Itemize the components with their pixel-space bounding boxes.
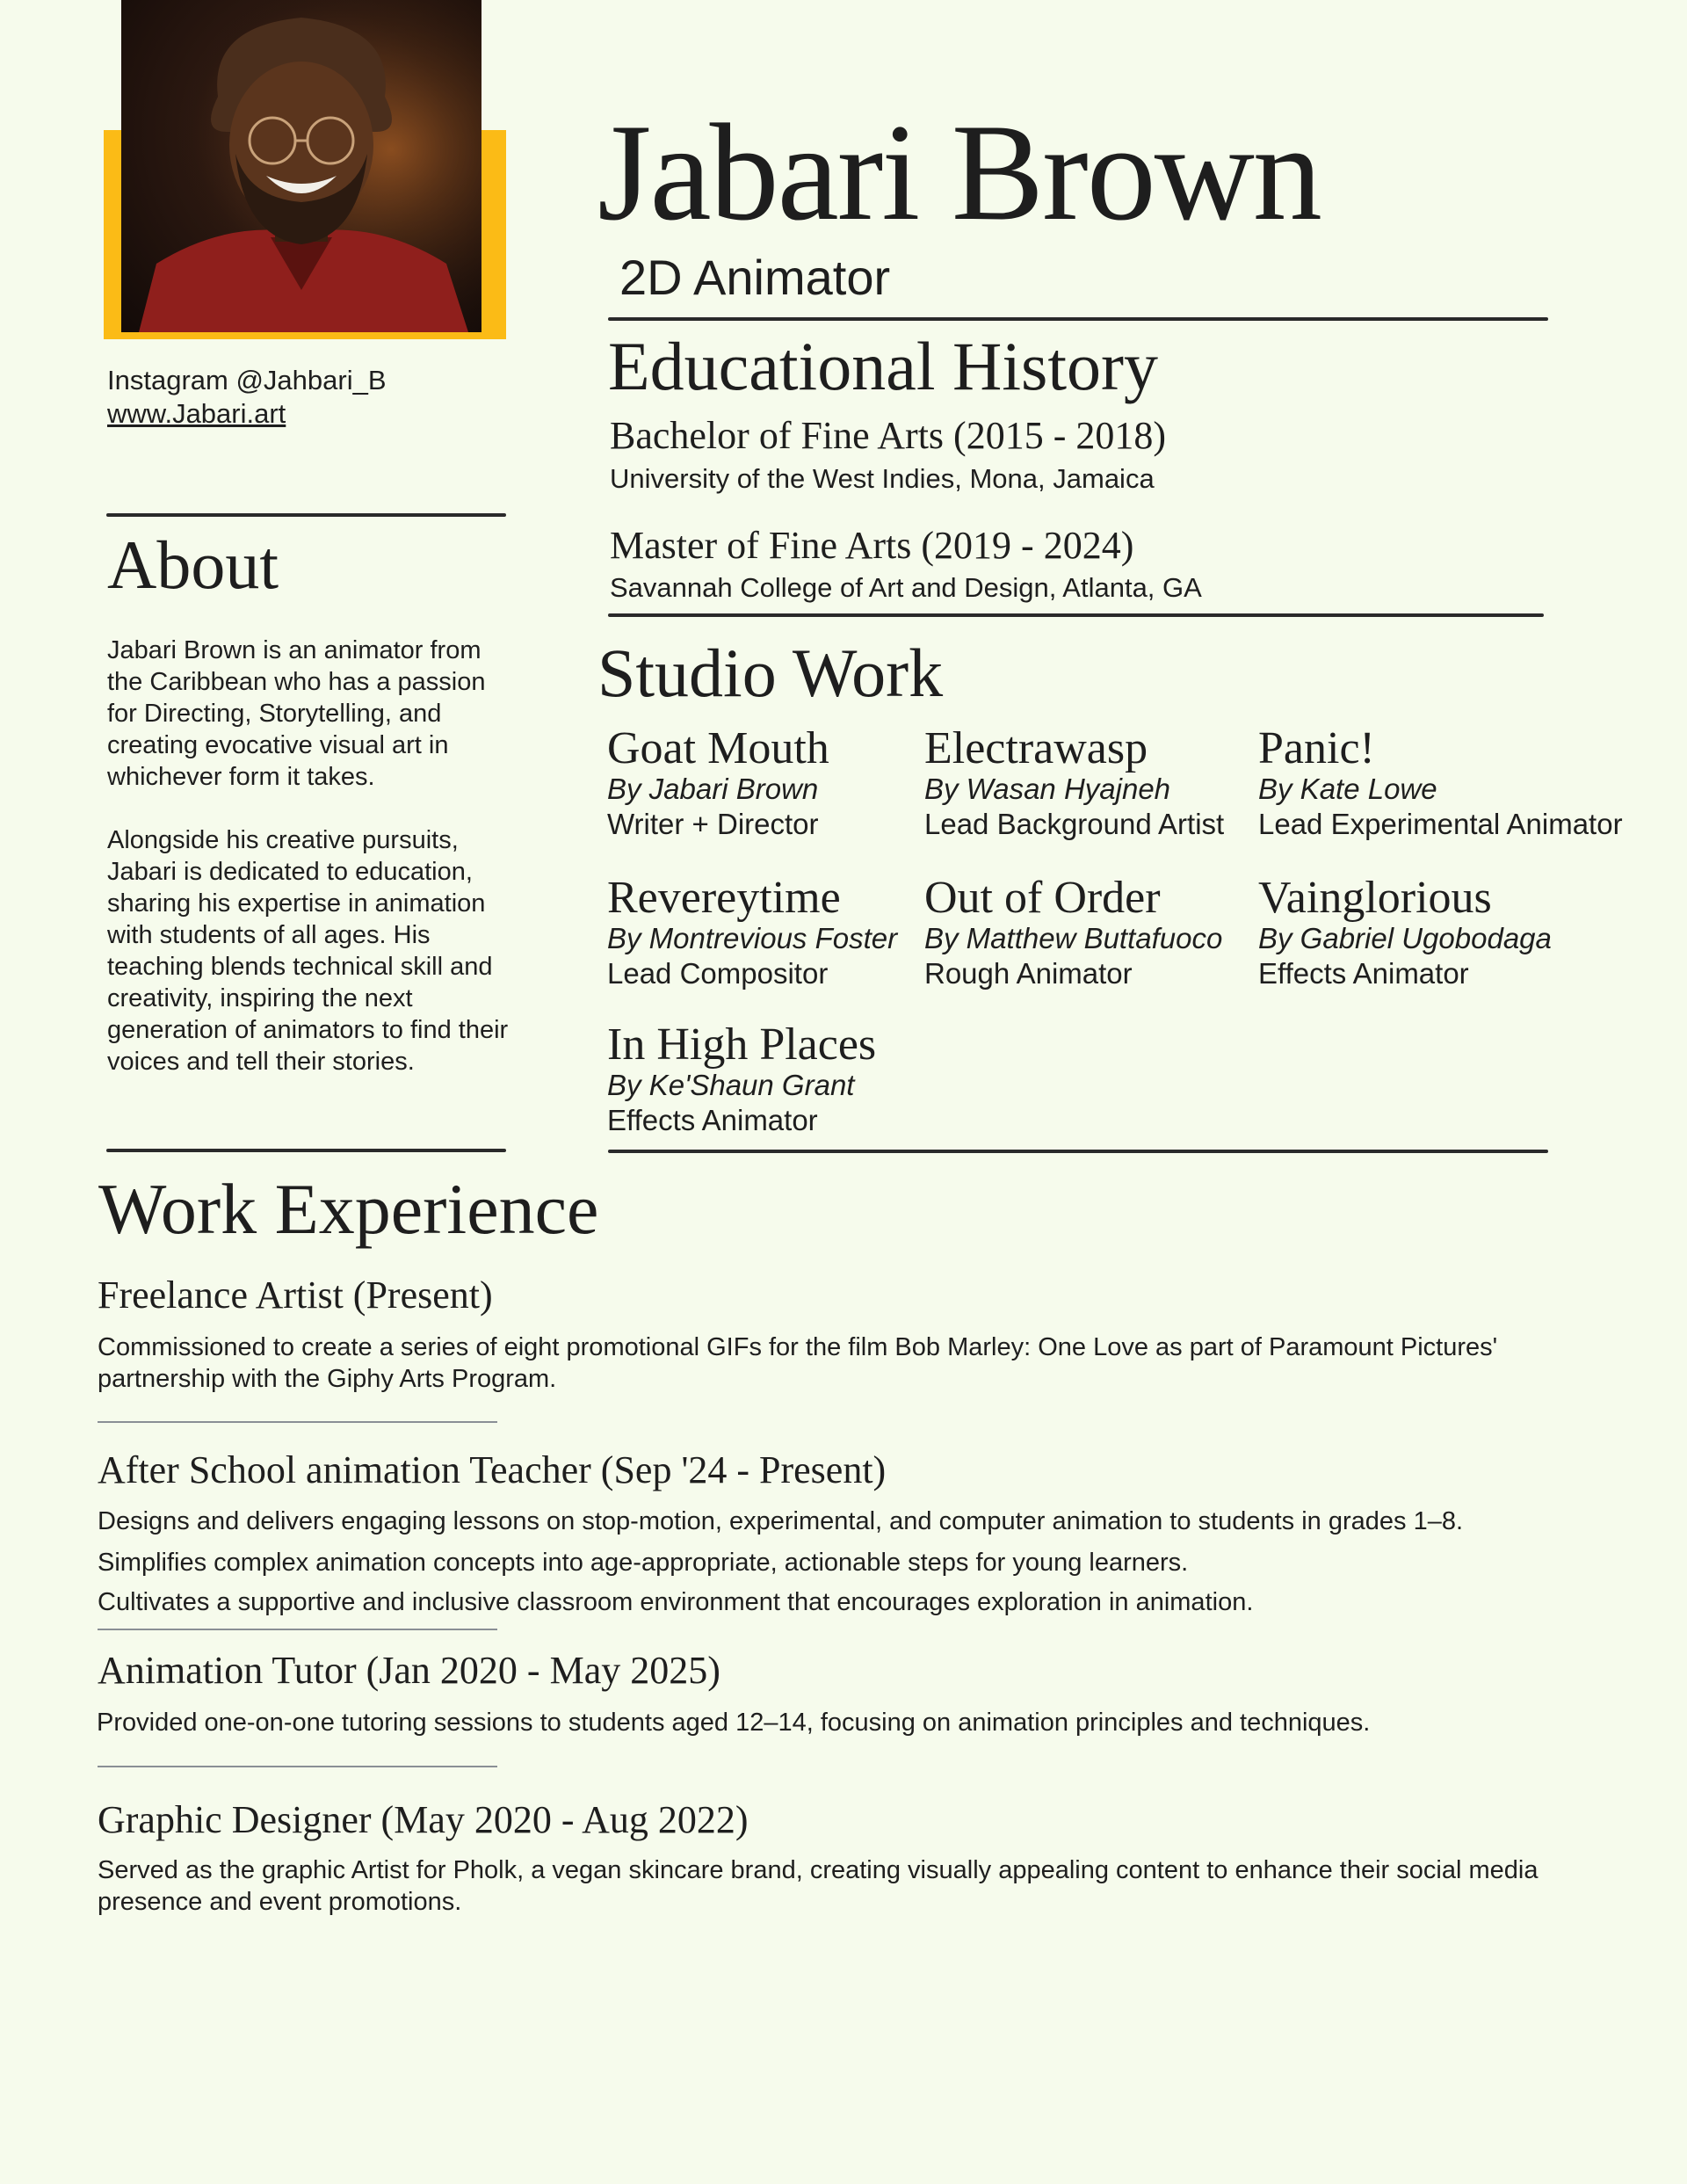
studio-item-title: Panic! xyxy=(1258,723,1375,773)
about-paragraph: Jabari Brown is an animator from the Caribbean who has a passion for Directing, Storytelling, and creating evocative visual art in whichever form it takes. xyxy=(107,636,486,791)
job-title: After School animation Teacher (Sep '24 - Present) xyxy=(98,1448,887,1491)
studio-item-title: Vainglorious xyxy=(1258,873,1492,923)
studio-item-title: In High Places xyxy=(607,1019,877,1070)
studio-item-role: Effects Animator xyxy=(607,1104,818,1136)
job-title: Animation Tutor (Jan 2020 - May 2025) xyxy=(98,1649,720,1692)
studio-item-role: Lead Compositor xyxy=(607,957,829,990)
job-description: Provided one-on-one tutoring sessions to students aged 12–14, focusing on animation principles and techniques. xyxy=(97,1709,1371,1737)
studio-item-title: Revereytime xyxy=(607,873,841,923)
studio-item-title: Electrawasp xyxy=(924,723,1148,773)
page-title: Jabari Brown xyxy=(597,96,1321,250)
divider xyxy=(106,1149,506,1152)
studio-item xyxy=(607,1019,877,1138)
education-degree: Master of Fine Arts (2019 - 2024) xyxy=(610,524,1134,567)
contact-block xyxy=(107,364,387,431)
divider xyxy=(98,1421,497,1423)
studio-item-director: By Wasan Hyajneh xyxy=(924,773,1171,805)
divider xyxy=(608,1150,1548,1153)
studio-item xyxy=(607,723,829,842)
job-title: Graphic Designer (May 2020 - Aug 2022) xyxy=(98,1798,749,1841)
studio-item-title: Out of Order xyxy=(924,873,1161,923)
studio-item-director: By Ke'Shaun Grant xyxy=(607,1069,855,1101)
studio-item-role: Writer + Director xyxy=(607,808,819,840)
studio-item-director: By Jabari Brown xyxy=(607,773,819,805)
education-school: University of the West Indies, Mona, Jamaica xyxy=(610,463,1155,494)
studio-item-role: Lead Experimental Animator xyxy=(1258,808,1623,840)
job-description: Simplifies complex animation concepts into age-appropriate, actionable steps for young learners. xyxy=(98,1549,1189,1577)
studio-item xyxy=(1258,723,1623,842)
work-heading: Work Experience xyxy=(98,1169,599,1249)
instagram-handle: Instagram @Jahbari_B xyxy=(107,365,387,395)
website-link[interactable]: www.Jabari.art xyxy=(107,398,286,429)
studio-item xyxy=(1258,875,1552,991)
job-title: Freelance Artist (Present) xyxy=(98,1273,493,1317)
profile-photo xyxy=(121,0,481,332)
portrait-illustration xyxy=(121,0,481,332)
divider xyxy=(608,613,1544,617)
studio-item-role: Effects Animator xyxy=(1258,957,1469,990)
education-heading: Educational History xyxy=(608,328,1159,404)
divider xyxy=(608,317,1548,321)
job-description: Served as the graphic Artist for Pholk, a vegan skincare brand, creating visually appealing content to enhance their social media presence and event promotions. xyxy=(98,1856,1539,1916)
about-heading: About xyxy=(107,526,279,603)
job-description: Designs and delivers engaging lessons on stop-motion, experimental, and computer animation to students in grades 1–8. xyxy=(98,1507,1464,1535)
studio-item xyxy=(924,875,1222,991)
studio-item-director: By Montrevious Foster xyxy=(607,922,898,954)
about-paragraph: Alongside his creative pursuits, Jabari is dedicated to education, sharing his expertise in animation with students of all ages. His teaching blends technical skill and creativity, inspiring the next generation of animators to find their voices and tell their stories. xyxy=(107,826,509,1076)
divider xyxy=(106,513,506,517)
studio-item xyxy=(607,875,897,991)
job-description: Cultivates a supportive and inclusive classroom environment that encourages exploration in animation. xyxy=(98,1588,1254,1616)
job-description: Commissioned to create a series of eight promotional GIFs for the film Bob Marley: One Love as part of Paramount Pictures' partnership with the Giphy Arts Program. xyxy=(98,1333,1498,1393)
studio-item xyxy=(924,723,1225,842)
studio-item-director: By Kate Lowe xyxy=(1258,773,1437,805)
education-school: Savannah College of Art and Design, Atlanta, GA xyxy=(610,572,1202,603)
studio-item-director: By Matthew Buttafuoco xyxy=(924,922,1223,954)
studio-item-role: Rough Animator xyxy=(924,957,1133,990)
studio-item-role: Lead Background Artist xyxy=(924,808,1225,840)
studio-item-title: Goat Mouth xyxy=(607,723,829,773)
divider xyxy=(98,1766,497,1767)
studio-heading: Studio Work xyxy=(597,635,944,711)
education-degree: Bachelor of Fine Arts (2015 - 2018) xyxy=(610,414,1166,457)
job-role: 2D Animator xyxy=(619,250,891,305)
about-text xyxy=(107,635,520,1109)
divider xyxy=(98,1629,497,1630)
studio-item-director: By Gabriel Ugobodaga xyxy=(1258,922,1552,954)
